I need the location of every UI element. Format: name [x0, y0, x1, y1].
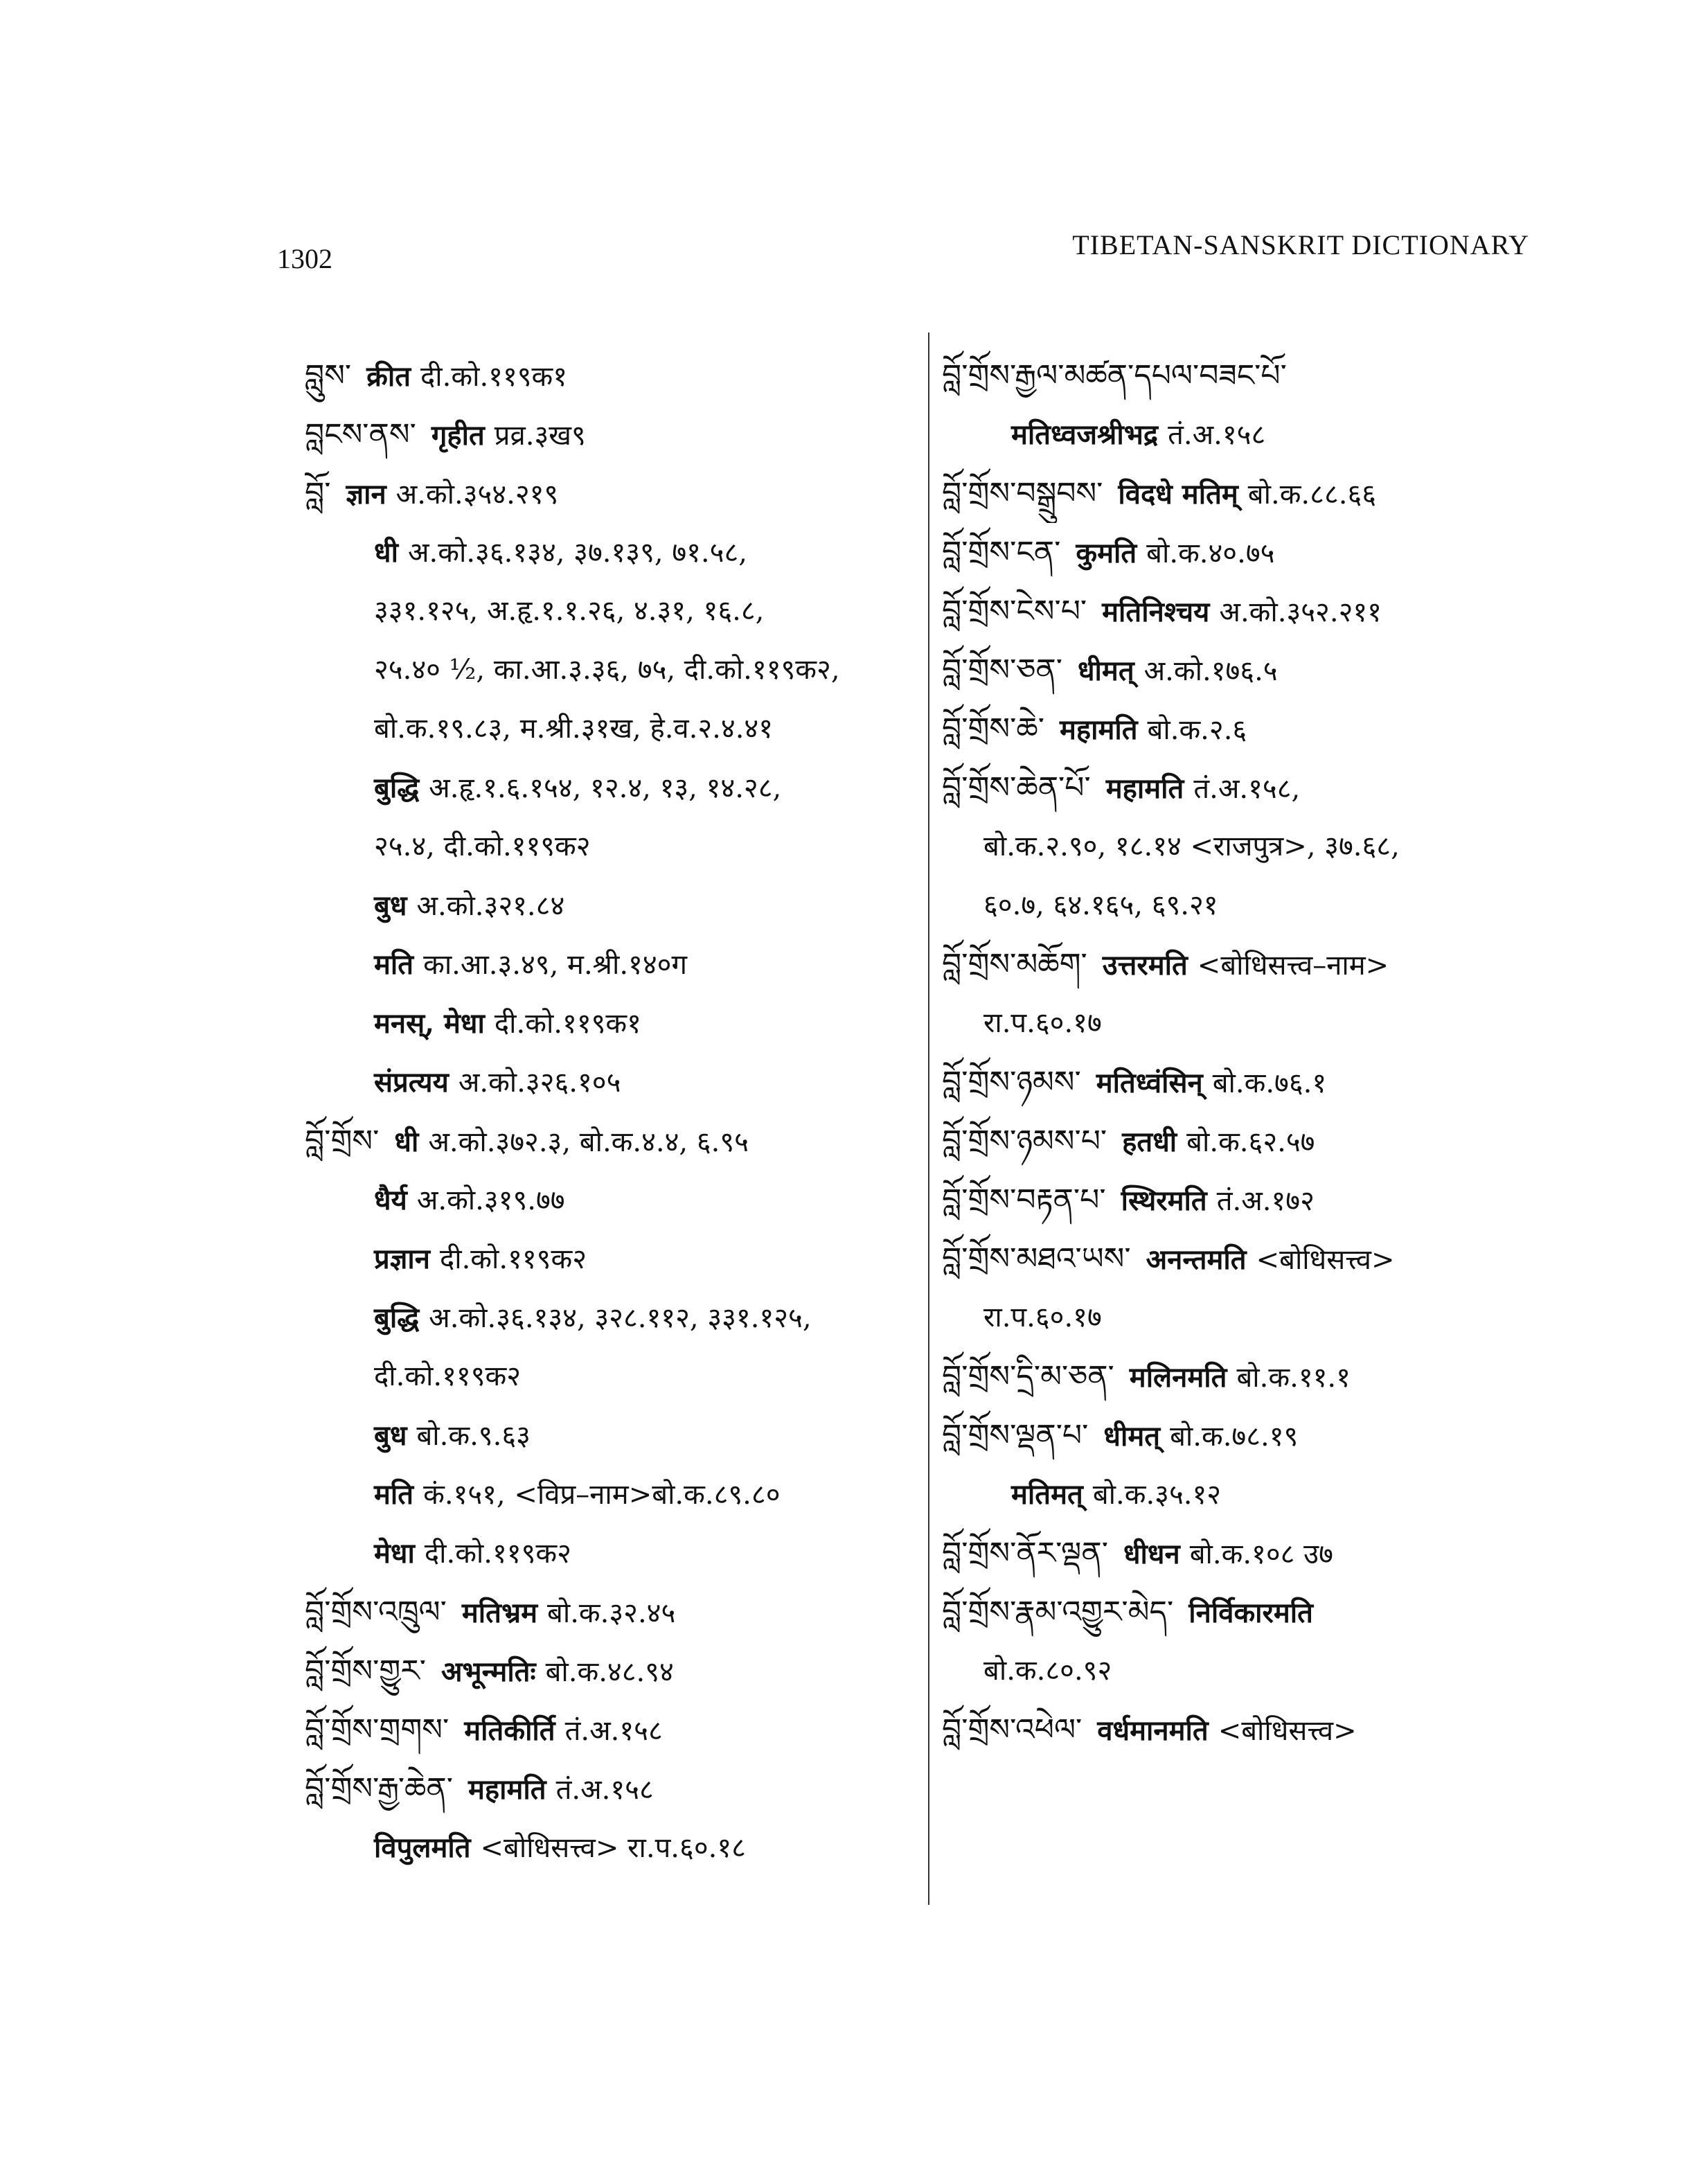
tibetan-headword: བློ་གྲོས་ཆེན་པོ་ [942, 770, 1091, 806]
dictionary-entry [305, 346, 914, 405]
sanskrit-equivalent: मतिध्वंसिन् [1096, 1067, 1203, 1099]
source-reference: ३३१.१२५, अ.हृ.१.१.२६, ४.३१, १६.८, [374, 595, 765, 627]
source-reference: अ.को.३५४.२१९ [395, 479, 559, 511]
source-reference: बो.क.३२.४५ [547, 1597, 676, 1629]
source-reference: अ.को.३७२.३, बो.क.४.४, ६.९५ [428, 1126, 749, 1158]
source-reference: का.आ.३.४९, म.श्री.१४०ग [423, 949, 687, 981]
sanskrit-equivalent: गृहीत [431, 419, 485, 452]
sanskrit-equivalent: मनस्, मेधा [374, 1007, 485, 1040]
source-reference: बो.क.२.६ [1147, 714, 1247, 746]
source-reference: तं.अ.१५८, [1193, 773, 1301, 805]
tibetan-headword: བློ་གྲོས་གྲགས་ [305, 1712, 449, 1748]
sanskrit-equivalent: विपुलमति [374, 1831, 471, 1864]
sanskrit-equivalent: विदधे मतिम् [1118, 478, 1238, 511]
tibetan-headword: བློ་གྲོས་རྒྱལ་མཚན་དཔལ་བཟང་པོ་ [942, 358, 1287, 393]
source-reference: रा.प.६०.१७ [983, 1007, 1102, 1039]
entry-continuation [942, 1642, 1565, 1701]
source-reference: बो.क.१९.८३, म.श्री.३१ख, हे.व.२.४.४१ [374, 713, 774, 745]
sanskrit-equivalent: मेधा [374, 1537, 415, 1570]
source-reference: अ.को.३२१.८४ [416, 890, 565, 922]
source-reference: <बोधिसत्त्व> [1218, 1715, 1357, 1747]
dictionary-entry [942, 700, 1565, 758]
tibetan-headword: བློ་གྲོས་རྣམ་འགྱུར་མེད་ [942, 1595, 1174, 1630]
tibetan-headword: བླུས་ [305, 358, 352, 393]
source-reference: बो.क.८०.९२ [983, 1655, 1112, 1687]
dictionary-entry [305, 1583, 914, 1642]
sanskrit-equivalent: मतिध्वजश्रीभद्र [1011, 418, 1159, 451]
source-reference: तं.अ.१५८ [1168, 419, 1266, 451]
source-reference: २५.४० ½, का.आ.३.३६, ७५, दी.को.११९क२, [374, 654, 840, 686]
dictionary-entry [942, 641, 1565, 700]
source-reference: अ.को.१७६.५ [1143, 655, 1278, 687]
sanskrit-equivalent: बुध [374, 889, 407, 922]
dictionary-entry [305, 1759, 914, 1818]
entry-continuation [305, 1465, 914, 1524]
dictionary-entry [305, 1112, 914, 1171]
dictionary-entry [305, 1701, 914, 1759]
source-reference: तं.अ.१७२ [1216, 1185, 1315, 1217]
source-reference: बो.क.४०.७५ [1146, 538, 1275, 569]
dictionary-entry [942, 1583, 1565, 1642]
source-reference: अ.को.३६.१३४, ३७.१३९, ७१.५८, [407, 537, 747, 569]
source-reference: <बोधिसत्त्व> [1256, 1244, 1395, 1276]
entry-continuation [305, 817, 914, 876]
entry-continuation [305, 1229, 914, 1288]
entry-continuation [305, 1818, 914, 1877]
sanskrit-equivalent: धी [374, 536, 398, 569]
tibetan-headword: བློ་གྲོས་ཆེ་ [942, 711, 1044, 747]
entry-continuation [305, 758, 914, 817]
entry-continuation [305, 582, 914, 641]
sanskrit-equivalent: मतिमत् [1011, 1478, 1083, 1511]
dictionary-entry [942, 1524, 1565, 1583]
entry-continuation [305, 935, 914, 994]
sanskrit-equivalent: मलिनमति [1129, 1361, 1227, 1394]
source-reference: तं.अ.१५८ [564, 1715, 663, 1747]
sanskrit-equivalent: धी [394, 1126, 419, 1158]
source-reference: दी.को.११९क१ [494, 1008, 641, 1040]
sanskrit-equivalent: उत्तरमति [1102, 949, 1188, 982]
entry-continuation [305, 1406, 914, 1465]
source-reference: दी.को.११९क२ [439, 1243, 587, 1275]
entry-continuation [305, 1171, 914, 1229]
sanskrit-equivalent: बुद्धि [374, 1302, 420, 1334]
sanskrit-equivalent: महामति [1105, 772, 1184, 805]
source-reference: अ.को.३१९.७७ [416, 1184, 565, 1216]
dictionary-entry [942, 346, 1565, 405]
dictionary-entry [942, 1406, 1565, 1465]
source-reference: बो.क.१०८ उ७ [1189, 1538, 1333, 1570]
left-column [305, 346, 914, 1877]
sanskrit-equivalent: क्रीत [366, 360, 411, 393]
tibetan-headword: བློ་གྲོས་མཐའ་ཡས་ [942, 1241, 1131, 1277]
dictionary-entry [942, 758, 1565, 817]
source-reference: बो.क.४८.९४ [545, 1656, 674, 1688]
source-reference: प्रव्र.३ख९ [494, 420, 586, 452]
entry-continuation [305, 1524, 914, 1583]
tibetan-headword: བློ་གྲོས་ངན་ [942, 535, 1061, 570]
sanskrit-equivalent: बुध [374, 1419, 407, 1452]
source-reference: अ.को.३२६.१०५ [458, 1067, 621, 1099]
tibetan-headword: བློ་གྲོས་ [305, 1124, 380, 1159]
sanskrit-equivalent: कुमति [1076, 537, 1137, 569]
tibetan-headword: བློ་གྲོས་ཉམས་ [942, 1065, 1081, 1100]
sanskrit-equivalent: मतिनिश्चय [1102, 596, 1210, 628]
sanskrit-equivalent: संप्रत्यय [374, 1066, 449, 1099]
entry-continuation [942, 1465, 1565, 1524]
sanskrit-equivalent: स्थिरमति [1121, 1184, 1207, 1217]
entry-continuation [305, 1347, 914, 1406]
sanskrit-equivalent: अभून्मतिः [441, 1655, 536, 1688]
source-reference: अ.को.३६.१३४, ३२८.११२, ३३१.१२५, [429, 1302, 812, 1334]
entry-continuation [305, 641, 914, 700]
sanskrit-equivalent: धीधन [1123, 1538, 1180, 1570]
source-reference: बो.क.७६.१ [1212, 1067, 1327, 1099]
running-head: TIBETAN-SANSKRIT DICTIONARY [1072, 229, 1529, 260]
tibetan-headword: བློ་གྲོས་ནོར་ལྡན་ [942, 1536, 1108, 1571]
source-reference: कं.१५१, <विप्र–नाम>बो.क.८९.८० [423, 1479, 781, 1511]
entry-continuation [942, 1288, 1565, 1347]
entry-continuation [305, 994, 914, 1053]
sanskrit-equivalent: महामति [467, 1773, 546, 1806]
source-reference: अ.हृ.१.६.१५४, १२.४, १३, १४.२८, [429, 772, 782, 804]
source-reference: बो.क.९.६३ [416, 1420, 531, 1452]
entry-continuation [305, 523, 914, 582]
source-reference: बो.क.११.१ [1236, 1362, 1351, 1394]
sanskrit-equivalent: हतधी [1122, 1126, 1177, 1158]
sanskrit-equivalent: प्रज्ञान [374, 1243, 430, 1275]
sanskrit-equivalent: महामति [1059, 713, 1138, 746]
sanskrit-equivalent: वर्धमानमति [1097, 1714, 1209, 1747]
entry-continuation [305, 1288, 914, 1347]
entry-continuation [942, 876, 1565, 935]
sanskrit-equivalent: मति [374, 948, 414, 981]
source-reference: दी.को.११९क२ [374, 1360, 522, 1392]
source-reference: तं.अ.१५८ [555, 1774, 654, 1806]
tibetan-headword: བློ་གྲོས་བསྒྲུབས་ [942, 476, 1103, 511]
tibetan-headword: བློ་གྲོས་བརྟན་པ་ [942, 1182, 1106, 1218]
tibetan-headword: བློ་གྲོས་འཁྲུལ་ [305, 1595, 447, 1630]
tibetan-headword: བློ་གྲོས་ངེས་པ་ [942, 594, 1087, 629]
tibetan-headword: བློ་ [305, 476, 331, 511]
dictionary-entry [305, 405, 914, 464]
source-reference: दी.को.११९क१ [420, 361, 568, 393]
sanskrit-equivalent: धैर्य [374, 1184, 407, 1216]
entry-continuation [942, 405, 1565, 464]
tibetan-headword: བློ་གྲོས་འཕེལ་ [942, 1712, 1083, 1748]
dictionary-entry [942, 1347, 1565, 1406]
source-reference: बो.क.६२.५७ [1186, 1126, 1315, 1158]
entry-continuation [305, 876, 914, 935]
dictionary-entry [942, 1171, 1565, 1229]
tibetan-headword: བློ་གྲོས་མཆོག་ [942, 947, 1087, 982]
source-reference: अ.को.३५२.२११ [1219, 596, 1382, 628]
sanskrit-equivalent: मतिभ्रम [461, 1597, 537, 1629]
entry-continuation [305, 700, 914, 758]
column-divider [928, 332, 929, 1905]
page-number: 1302 [277, 243, 332, 274]
sanskrit-equivalent: मति [374, 1478, 414, 1511]
entry-continuation [942, 817, 1565, 876]
source-reference: बो.क.८८.६६ [1247, 479, 1377, 511]
sanskrit-equivalent: बुद्धि [374, 772, 420, 804]
dictionary-entry [942, 1053, 1565, 1112]
source-reference: ६०.७, ६४.१६५, ६९.२१ [983, 889, 1218, 921]
dictionary-entry [942, 523, 1565, 582]
tibetan-headword: བློ་གྲོས་དྲི་མ་ཅན་ [942, 1359, 1114, 1394]
source-reference: बो.क.२.९०, १८.१४ <राजपुत्र>, ३७.६८, [983, 831, 1400, 862]
source-reference: बो.क.७८.१९ [1170, 1421, 1299, 1453]
source-reference: दी.को.११९क२ [424, 1538, 571, 1570]
tibetan-headword: བློ་གྲོས་གྱུར་ [305, 1653, 426, 1689]
tibetan-headword: བློ་གྲོས་རྒྱ་ཆེན་ [305, 1771, 453, 1806]
dictionary-entry [305, 1642, 914, 1701]
dictionary-entry [305, 464, 914, 523]
source-reference: बो.क.३५.१२ [1092, 1479, 1222, 1511]
tibetan-headword: བློ་གྲོས་ཉམས་པ་ [942, 1124, 1107, 1159]
tibetan-headword: བློ་གྲོས་ཅན་ [942, 652, 1062, 688]
dictionary-entry [942, 582, 1565, 641]
dictionary-entry [942, 935, 1565, 994]
source-reference: <बोधिसत्त्व–नाम> [1197, 950, 1389, 982]
sanskrit-equivalent: ज्ञान [346, 478, 386, 511]
right-column [942, 346, 1565, 1759]
entry-continuation [305, 1053, 914, 1112]
sanskrit-equivalent: मतिकीर्ति [464, 1714, 555, 1747]
entry-continuation [942, 994, 1565, 1053]
sanskrit-equivalent: निर्विकारमति [1188, 1597, 1313, 1629]
sanskrit-equivalent: अनन्तमति [1146, 1243, 1247, 1276]
source-reference: रा.प.६०.१७ [983, 1302, 1102, 1333]
tibetan-headword: བློ་གྲོས་ལྡན་པ་ [942, 1418, 1089, 1453]
tibetan-headword: བླངས་ནས་ [305, 417, 416, 452]
dictionary-entry [942, 1229, 1565, 1288]
sanskrit-equivalent: धीमत् [1103, 1420, 1161, 1453]
source-reference: <बोधिसत्त्व> रा.प.६०.१८ [480, 1832, 746, 1864]
source-reference: २५.४, दी.को.११९क२ [374, 831, 591, 862]
sanskrit-equivalent: धीमत् [1077, 655, 1134, 687]
dictionary-entry [942, 1112, 1565, 1171]
dictionary-entry [942, 464, 1565, 523]
dictionary-entry [942, 1701, 1565, 1759]
